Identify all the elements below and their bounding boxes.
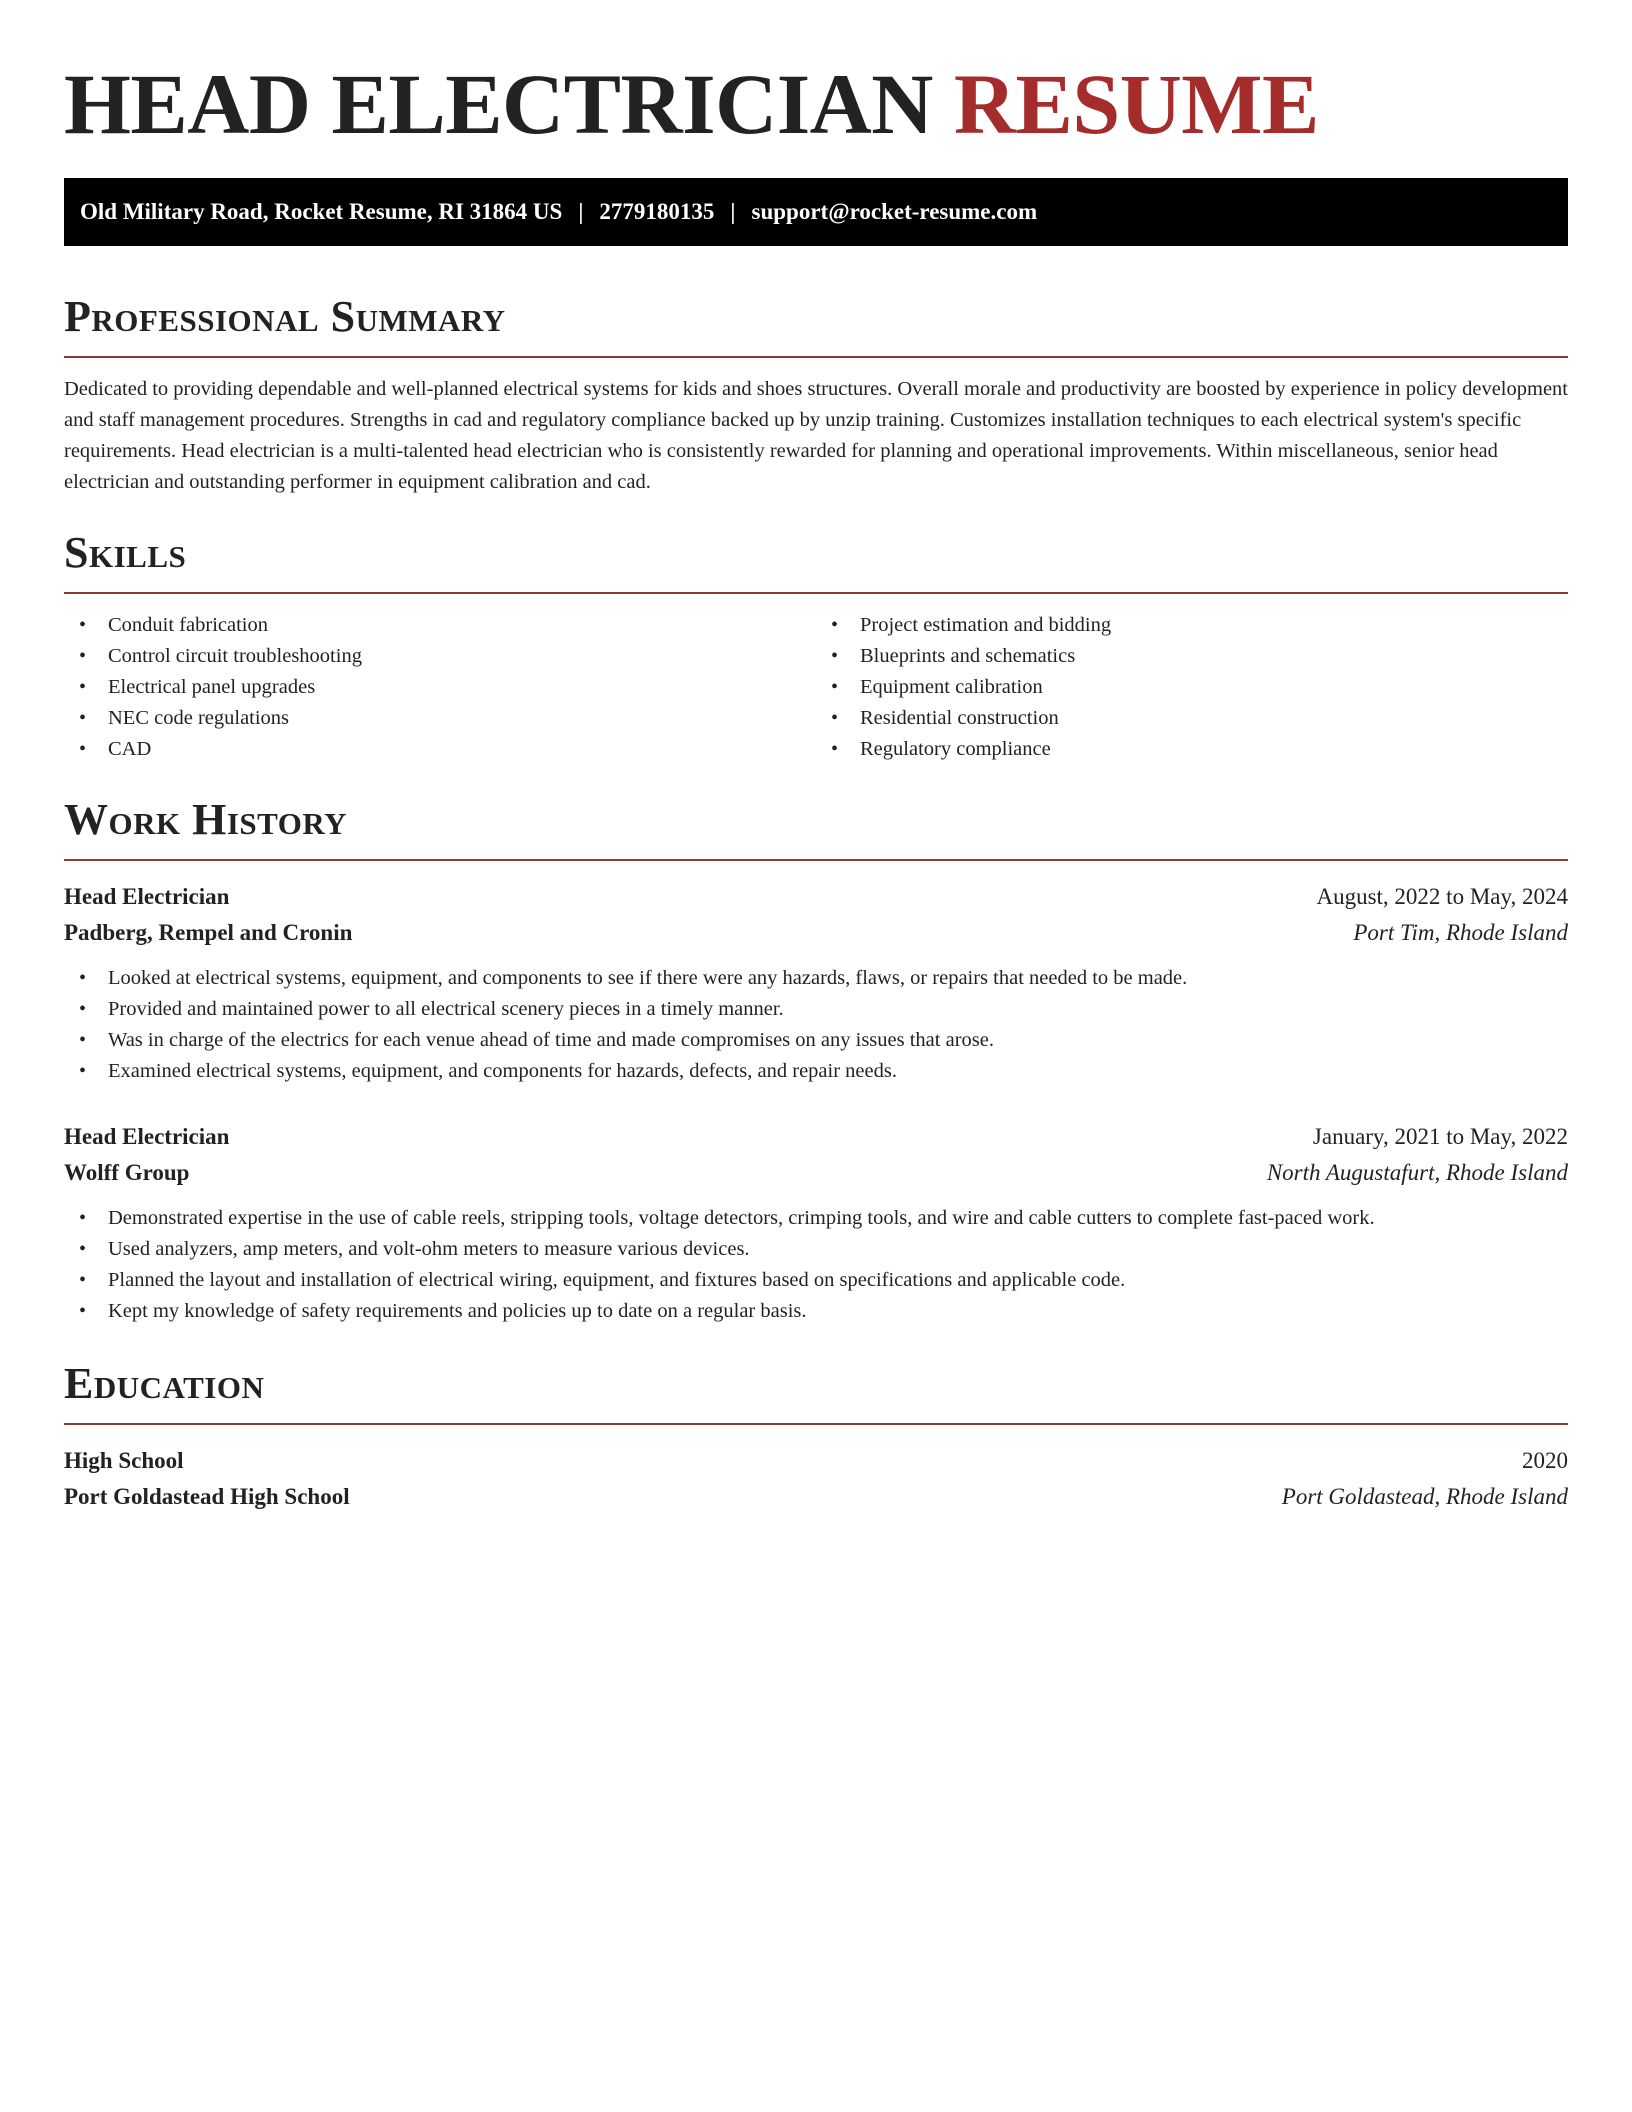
- job-company-row: [64, 915, 1568, 951]
- job-company: Wolff Group: [64, 1160, 190, 1185]
- skill-item: • Conduit fabrication: [64, 610, 816, 641]
- job-dates: August, 2022 to May, 2024: [1316, 884, 1568, 909]
- skills-heading: Skills: [64, 528, 187, 577]
- skill-item: • Blueprints and schematics: [816, 641, 1568, 672]
- contact-separator: |: [730, 199, 736, 224]
- summary-heading: Professional Summary: [64, 292, 506, 341]
- job-duty: • Kept my knowledge of safety requirements and policies up to date on a regular basis.: [64, 1296, 1568, 1327]
- education-school-row: [64, 1479, 1568, 1515]
- skills-columns: [64, 610, 1568, 765]
- skill-item: • Residential construction: [816, 703, 1568, 734]
- job-duty: • Looked at electrical systems, equipment, and components to see if there were any hazards, flaws, or repairs that needed to be made.: [64, 963, 1568, 994]
- education-year: 2020: [1522, 1448, 1568, 1473]
- skill-item: • Project estimation and bidding: [816, 610, 1568, 641]
- job-duty: • Examined electrical systems, equipment, and components for hazards, defects, and repair needs.: [64, 1056, 1568, 1087]
- job-location: Port Tim, Rhode Island: [1353, 920, 1568, 945]
- job-company: Padberg, Rempel and Cronin: [64, 920, 353, 945]
- job-duty: • Planned the layout and installation of electrical wiring, equipment, and fixtures based on specifications and applicable code.: [64, 1265, 1568, 1296]
- skill-item: • NEC code regulations: [64, 703, 816, 734]
- skill-item: • Electrical panel upgrades: [64, 672, 816, 703]
- skill-item: • Regulatory compliance: [816, 734, 1568, 765]
- job-duties-list: [64, 963, 1568, 1087]
- section-divider: [64, 859, 1568, 861]
- education-location: Port Goldastead, Rhode Island: [1281, 1484, 1568, 1509]
- job-duty: • Was in charge of the electrics for each venue ahead of time and made compromises on any issues that arose.: [64, 1025, 1568, 1056]
- title-accent: RESUME: [953, 56, 1319, 152]
- skill-item: • CAD: [64, 734, 816, 765]
- education-school: Port Goldastead High School: [64, 1484, 350, 1509]
- job-title-row: [64, 879, 1568, 915]
- skill-item: • Control circuit troubleshooting: [64, 641, 816, 672]
- section-divider: [64, 1423, 1568, 1425]
- job-title: Head Electrician: [64, 1124, 230, 1149]
- job-company-row: [64, 1155, 1568, 1191]
- skills-list-left: [64, 610, 816, 765]
- job-location: North Augustafurt, Rhode Island: [1266, 1160, 1568, 1185]
- contact-address: Old Military Road, Rocket Resume, RI 31864 US: [80, 199, 563, 224]
- job-duties-list: [64, 1203, 1568, 1327]
- job-entry: [64, 1119, 1568, 1327]
- summary-text: Dedicated to providing dependable and well-planned electrical systems for kids and shoes structures. Overall morale and productivity are boosted by experience in policy development and staff management procedures. Strengths in cad and regulatory compliance backed up by unzip training. Customizes installation techniques to each electrical system's specific requirements. Head electrician is a multi-talented head electrician who is consistently rewarded for planning and operational improvements. Within miscellaneous, senior head electrician and outstanding performer in equipment calibration and cad.: [64, 378, 1568, 493]
- job-dates: January, 2021 to May, 2022: [1312, 1124, 1568, 1149]
- job-duty: • Used analyzers, amp meters, and volt-ohm meters to measure various devices.: [64, 1234, 1568, 1265]
- resume-title: [64, 58, 1568, 150]
- education-degree: High School: [64, 1448, 184, 1473]
- job-duty: • Provided and maintained power to all electrical scenery pieces in a timely manner.: [64, 994, 1568, 1025]
- work-history-section: [64, 795, 1568, 1327]
- skills-section: [64, 528, 1568, 765]
- education-entry: [64, 1443, 1568, 1515]
- contact-phone: 2779180135: [599, 199, 715, 224]
- skills-list-right: [816, 610, 1568, 765]
- job-title: Head Electrician: [64, 884, 230, 909]
- skill-item: • Equipment calibration: [816, 672, 1568, 703]
- contact-separator: |: [578, 199, 584, 224]
- education-heading: Education: [64, 1359, 265, 1408]
- job-entry: [64, 879, 1568, 1087]
- work-history-heading: Work History: [64, 795, 348, 844]
- summary-section: [64, 292, 1568, 498]
- title-main: HEAD ELECTRICIAN: [64, 56, 933, 152]
- section-divider: [64, 356, 1568, 358]
- education-degree-row: [64, 1443, 1568, 1479]
- contact-email: support@rocket-resume.com: [751, 199, 1038, 224]
- job-duty: • Demonstrated expertise in the use of cable reels, stripping tools, voltage detectors, crimping tools, and wire and cable cutters to complete fast-paced work.: [64, 1203, 1568, 1234]
- section-divider: [64, 592, 1568, 594]
- job-title-row: [64, 1119, 1568, 1155]
- education-section: [64, 1359, 1568, 1515]
- contact-bar: [64, 178, 1568, 246]
